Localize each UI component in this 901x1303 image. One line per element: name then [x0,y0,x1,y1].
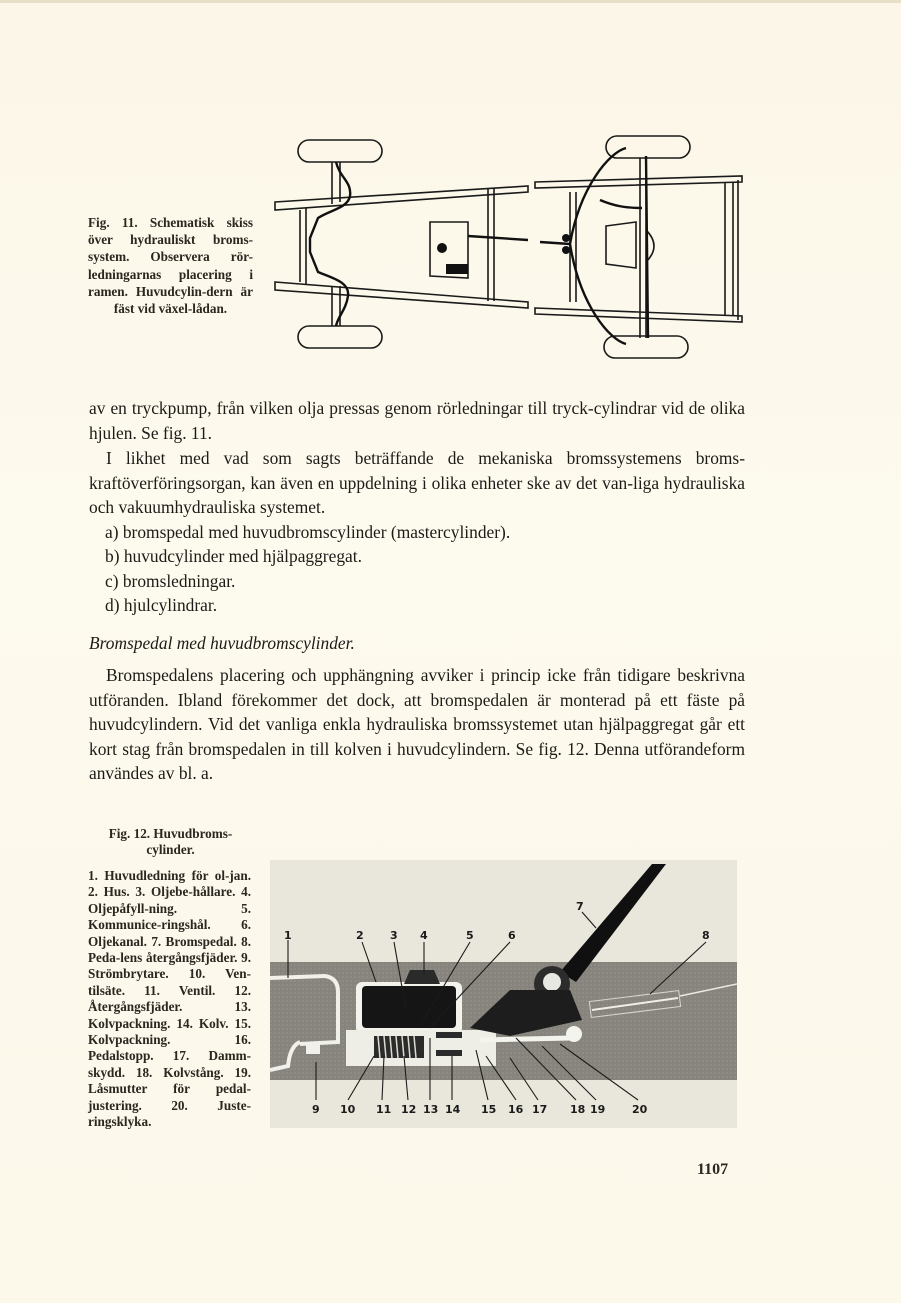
page-number: 1107 [697,1161,729,1178]
callout-12: 12 [401,1103,417,1116]
list-item: a) bromspedal med huvudbromscylinder (mastercylinder). [105,521,511,542]
page-edge [0,0,901,3]
fig11-caption: Fig. 11. Schematisk skiss över hydrauliskt broms-system. Observera rör-ledningarnas placering i ramen. Huvudcylin-dern är fäst vid växel-lådan. [88,215,253,317]
callout-20: 20 [632,1103,648,1116]
brake-units-list [89,520,745,618]
callout-2: 2 [356,929,364,942]
master-cylinder-illustration-icon [270,860,737,1128]
paragraph-bromspedal: Bromspedalens placering och upphängning avviker i princip icke från tidigare beskrivna utföranden. Ibland förekommer det dock, att bromspedalen är monterad på ett fäste på huvudcylindern. Vid det vanliga enkla hydrauliska bromssystemet utan hjälpaggregat går ett kort stag från bromspedalen in till kolven i huvudcylindern. Se fig. 12. Denna utförandeform användes av bl. a. [89,665,745,783]
callout-7: 7 [576,900,584,913]
callout-4: 4 [420,929,428,942]
callout-13: 13 [423,1103,439,1116]
fig12-legend: 1. Huvudledning för ol-jan. 2. Hus. 3. Oljebe-hållare. 4. Oljepåfyll-ning. 5. Kommunice-ringshål. 6. Oljekanal. 7. Bromspedal. 8. Peda-lens återgångsfjäder. 9. Strömbrytare. 10. Ven-tilsäte. 11. Ventil. 12. Återgångsfjäder. 13. Kolvpackning. 14. Kolv. 15. Kolvpackning. 16. Pedalstopp. 17. Damm-skydd. 18. Kolvstång. 19. Låsmutter för pedal-justering. 20. Juste-ringsklyka. [88,868,251,1130]
master-cylinder-photo [270,860,737,1128]
list-item: b) huvudcylinder med hjälpaggregat. [105,546,362,566]
paragraph-mekaniska: I likhet med vad som sagts beträffande de mekaniska bromssystemens broms-kraftöverföringsorgan, kan även en uppdelning i olika enheter ske av det van-liga hydrauliska och vakuumhydrauliska systemet. [89,448,745,517]
chassis-schematic-icon [270,126,760,371]
callout-18: 18 [570,1103,586,1116]
section-heading: Bromspedal med huvudbromscylinder. [89,632,355,653]
callout-5: 5 [466,929,474,942]
callout-9: 9 [312,1103,320,1116]
callout-6: 6 [508,929,516,942]
list-item: c) bromsledningar. [105,570,236,591]
callout-11: 11 [376,1103,392,1116]
callout-17: 17 [532,1103,548,1116]
paragraph-tryckpump: av en tryckpump, från vilken olja pressas genom rörledningar till tryck-cylindrar vid de olika hjulen. Se fig. 11. [89,398,745,443]
callout-8: 8 [702,929,710,942]
callout-19: 19 [590,1103,606,1116]
callout-10: 10 [340,1103,356,1116]
callout-15: 15 [481,1103,497,1116]
fig12-title: Fig. 12. Huvudbroms-cylinder. [108,826,233,857]
callout-1: 1 [284,929,292,942]
callout-16: 16 [508,1103,524,1116]
callout-14: 14 [445,1103,461,1116]
list-item: d) hjulcylindrar. [105,595,218,615]
body-text-upper [89,396,745,786]
callout-3: 3 [390,929,398,942]
